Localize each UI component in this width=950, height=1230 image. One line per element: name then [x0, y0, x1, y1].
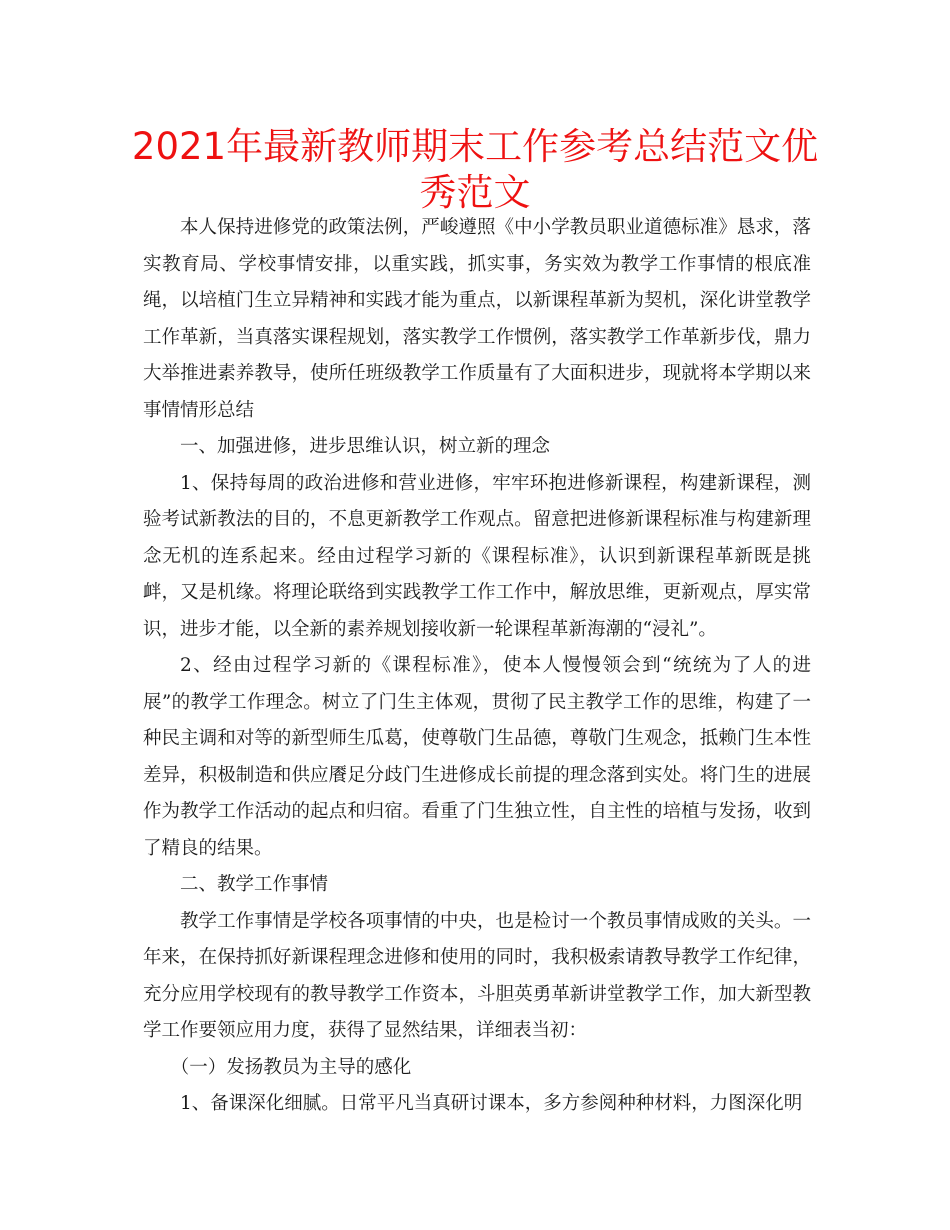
paragraph-intro: 本人保持进修党的政策法例，严峻遵照《中小学教员职业道德标准》恳求，落实教育局、学校事情安排，以重实践，抓实事，务实效为教学工作事情的根底准绳，以培植门生立异精神和实践才能为重点，以新课程革新为契机，深化讲堂教学工作革新，当真落实课程规划，落实教学工作惯例，落实教学工作革新步伐，鼎力大举推进素养教导，使所任班级教学工作质量有了大面积进步，现就将本学期以来事情情形总结 [143, 217, 811, 421]
section-heading-1: 一、加强进修，进步思维认识，树立新的理念 [180, 436, 551, 457]
paragraph-2-intro: 教学工作事情是学校各项事情的中央，也是检讨一个教员事情成败的关头。一年来，在保持抓好新课程理念进修和使用的同时，我积极索请教导教学工作纪律，充分应用学校现有的教导教学工作资本，斗胆英勇革新讲堂教学工作，加大新型教学工作要领应用力度，获得了显然结果，详细表当初： [143, 910, 811, 1041]
paragraph-2-1-1: 1、备课深化细腻。日常平凡当真研讨课本，多方参阅种种材料，力图深化明 [180, 1093, 803, 1114]
document-body [143, 210, 811, 1123]
section-heading-2: 二、教学工作事情 [180, 874, 329, 895]
subsection-heading-2-1: （一）发扬教员为主导的感化 [170, 1056, 412, 1078]
document-title: 2021年最新教师期末工作参考总结范文优秀范文 [131, 125, 819, 214]
paragraph-1-2: 2、经由过程学习新的《课程标准》，使本人慢慢领会到“统统为了人的进展”的教学工作理念。树立了门生主体观，贯彻了民主教学工作的思维，构建了一种民主调和对等的新型师生瓜葛，使尊敬门生品德，尊敬门生观念，抵赖门生本性差异，积极制造和供应餍足分歧门生进修成长前提的理念落到实处。将门生的进展作为教学工作活动的起点和归宿。看重了门生独立性，自主性的培植与发扬，收到了精良的结果。 [143, 655, 811, 859]
paragraph-1-1: 1、保持每周的政治进修和营业进修，牢牢环抱进修新课程，构建新课程，测验考试新教法的目的，不息更新教学工作观点。留意把进修新课程标准与构建新理念无机的连系起来。经由过程学习新的《课程标准》，认识到新课程革新既是挑衅，又是机缘。将理论联络到实践教学工作工作中，解放思维，更新观点，厚实常识，进步才能，以全新的素养规划接收新一轮课程革新海潮的“浸礼”。 [143, 472, 811, 640]
